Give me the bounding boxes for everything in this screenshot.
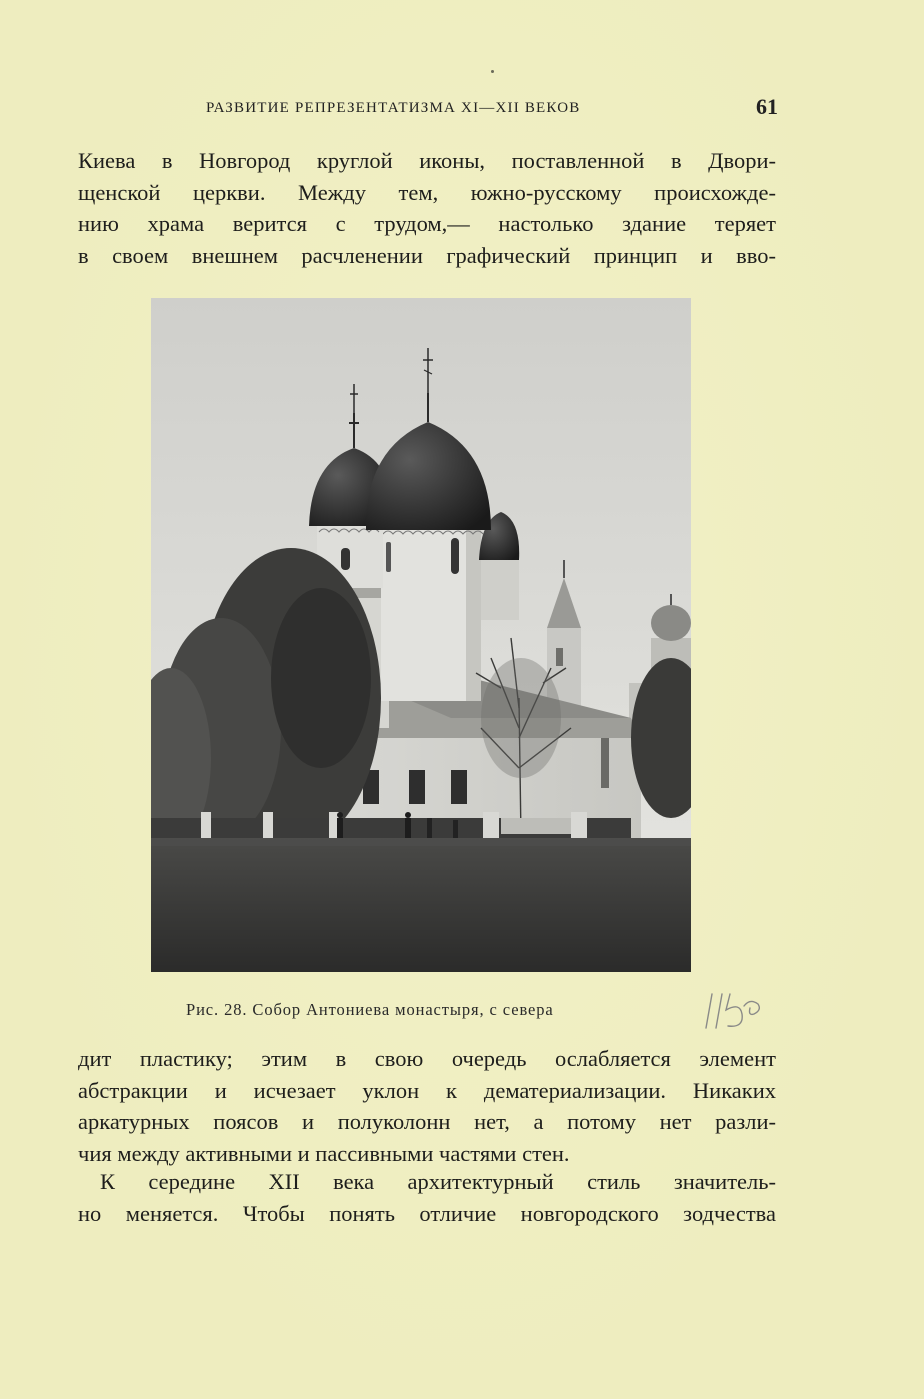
text-line: нию храма верится с трудом,— настолько здание теряет xyxy=(78,211,776,236)
running-head xyxy=(78,94,778,124)
text-line: абстракции и исчезает уклон к дематериализации. Никаких xyxy=(78,1077,776,1103)
text-line: К середине XII века архитектурный стиль значитель- xyxy=(100,1169,776,1194)
pencil-mark-icon xyxy=(700,988,770,1038)
running-title: РАЗВИТИЕ РЕПРЕЗЕНТАТИЗМА XI—XII ВЕКОВ xyxy=(206,100,581,116)
figure-caption: Рис. 28. Собор Антониева монастыря, с севера xyxy=(186,1000,554,1019)
paragraph-bottom xyxy=(78,1166,776,1229)
cathedral-photograph xyxy=(151,298,691,972)
text-line: но меняется. Чтобы понять отличие новгородского зодчества xyxy=(78,1200,776,1226)
paragraph-middle xyxy=(78,1043,776,1169)
paragraph-top xyxy=(78,145,776,271)
text-line: аркатурных поясов и полуколонн нет, а потому нет разли- xyxy=(78,1109,776,1134)
text-line-last: чия между активными и пассивными частями стен. xyxy=(78,1140,570,1166)
text-line: щенской церкви. Между тем, южно-русскому происхожде- xyxy=(78,179,776,205)
print-speck xyxy=(491,70,494,73)
page-number: 61 xyxy=(756,94,778,119)
text-line: в своем внешнем расчленении графический принцип и вво- xyxy=(78,242,776,268)
text-line: Киева в Новгород круглой иконы, поставленной в Двори- xyxy=(78,148,776,173)
text-line: дит пластику; этим в свою очередь ослабляется элемент xyxy=(78,1046,776,1071)
